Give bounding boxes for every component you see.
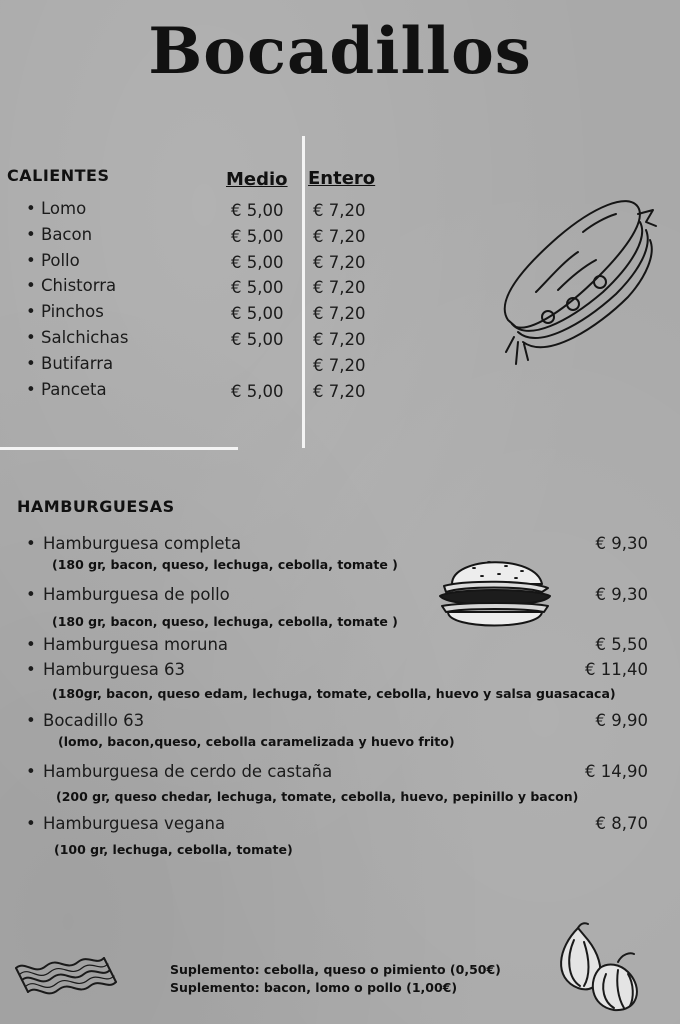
price-medio: € 5,00 <box>231 304 284 323</box>
price-entero: € 7,20 <box>313 201 366 220</box>
price-entero: € 7,20 <box>313 330 366 349</box>
item-name: Salchichas <box>41 328 129 347</box>
item-name: Panceta <box>41 380 107 399</box>
item-name: Hamburguesa moruna <box>43 635 229 654</box>
item-price: € 9,30 <box>595 585 648 604</box>
item-description: (180 gr, bacon, queso, lechuga, cebolla, tomate ) <box>52 557 398 572</box>
item-price: € 11,40 <box>585 660 648 679</box>
suplemento-line: Suplemento: bacon, lomo o pollo (1,00€) <box>170 980 458 995</box>
item-name: Hamburguesa vegana <box>43 814 226 833</box>
calientes-row <box>22 328 382 354</box>
price-entero: € 7,20 <box>313 227 366 246</box>
bullet: • <box>26 328 36 347</box>
bullet: • <box>26 762 36 781</box>
bullet: • <box>26 225 36 244</box>
bullet: • <box>26 276 36 295</box>
menu-title: Bocadillos <box>148 14 532 89</box>
item-description: (180gr, bacon, queso edam, lechuga, tomate, cebolla, huevo y salsa guasacaca) <box>52 686 616 701</box>
sandwich-icon <box>488 192 658 367</box>
item-price: € 14,90 <box>585 762 648 781</box>
suplemento-line: Suplemento: cebolla, queso o pimiento (0,50€) <box>170 962 501 977</box>
item-description: (lomo, bacon,queso, cebolla caramelizada y huevo frito) <box>58 734 455 749</box>
item-name: Hamburguesa de cerdo de castaña <box>43 762 333 781</box>
col-medio-header: Medio <box>226 169 288 190</box>
item-price: € 9,90 <box>595 711 648 730</box>
bullet: • <box>26 251 36 270</box>
item-name: Hamburguesa completa <box>43 534 242 553</box>
item-name: Bocadillo 63 <box>43 711 145 730</box>
price-medio: € 5,00 <box>231 278 284 297</box>
item-name: Pollo <box>41 251 80 270</box>
item-name: Chistorra <box>41 276 117 295</box>
bullet: • <box>26 585 36 604</box>
price-entero: € 7,20 <box>313 253 366 272</box>
item-name: Pinchos <box>41 302 104 321</box>
price-medio: € 5,00 <box>231 382 284 401</box>
bacon-icon <box>14 940 118 1010</box>
item-price: € 8,70 <box>595 814 648 833</box>
item-description: (200 gr, queso chedar, lechuga, tomate, cebolla, huevo, pepinillo y bacon) <box>56 789 579 804</box>
price-medio: € 5,00 <box>231 227 284 246</box>
price-entero: € 7,20 <box>313 278 366 297</box>
calientes-row <box>22 276 382 302</box>
horizontal-divider <box>0 447 238 450</box>
price-entero: € 7,20 <box>313 356 366 375</box>
bullet: • <box>26 814 36 833</box>
price-entero: € 7,20 <box>313 304 366 323</box>
onion-icon <box>548 918 644 1014</box>
price-medio: € 5,00 <box>231 253 284 272</box>
calientes-heading: CALIENTES <box>7 166 110 185</box>
price-medio: € 5,00 <box>231 201 284 220</box>
price-entero: € 7,20 <box>313 382 366 401</box>
item-name: Hamburguesa de pollo <box>43 585 230 604</box>
calientes-row <box>22 251 382 277</box>
item-name: Lomo <box>41 199 87 218</box>
bullet: • <box>26 660 36 679</box>
bullet: • <box>26 711 36 730</box>
calientes-row <box>22 354 382 380</box>
item-name: Hamburguesa 63 <box>43 660 186 679</box>
calientes-row <box>22 225 382 251</box>
price-medio: € 5,00 <box>231 330 284 349</box>
item-description: (180 gr, bacon, queso, lechuga, cebolla, tomate ) <box>52 614 398 629</box>
burger-icon <box>434 546 554 638</box>
calientes-row <box>22 302 382 328</box>
bullet: • <box>26 380 36 399</box>
bullet: • <box>26 199 36 218</box>
item-description: (100 gr, lechuga, cebolla, tomate) <box>54 842 293 857</box>
hamburguesas-heading: HAMBURGUESAS <box>17 497 175 516</box>
item-name: Butifarra <box>41 354 114 373</box>
bullet: • <box>26 635 36 654</box>
item-name: Bacon <box>41 225 93 244</box>
bullet: • <box>26 354 36 373</box>
calientes-row <box>22 380 382 406</box>
col-entero-header: Entero <box>308 168 376 189</box>
item-price: € 9,30 <box>595 534 648 553</box>
calientes-row <box>22 199 382 225</box>
item-price: € 5,50 <box>595 635 648 654</box>
bullet: • <box>26 534 36 553</box>
bullet: • <box>26 302 36 321</box>
